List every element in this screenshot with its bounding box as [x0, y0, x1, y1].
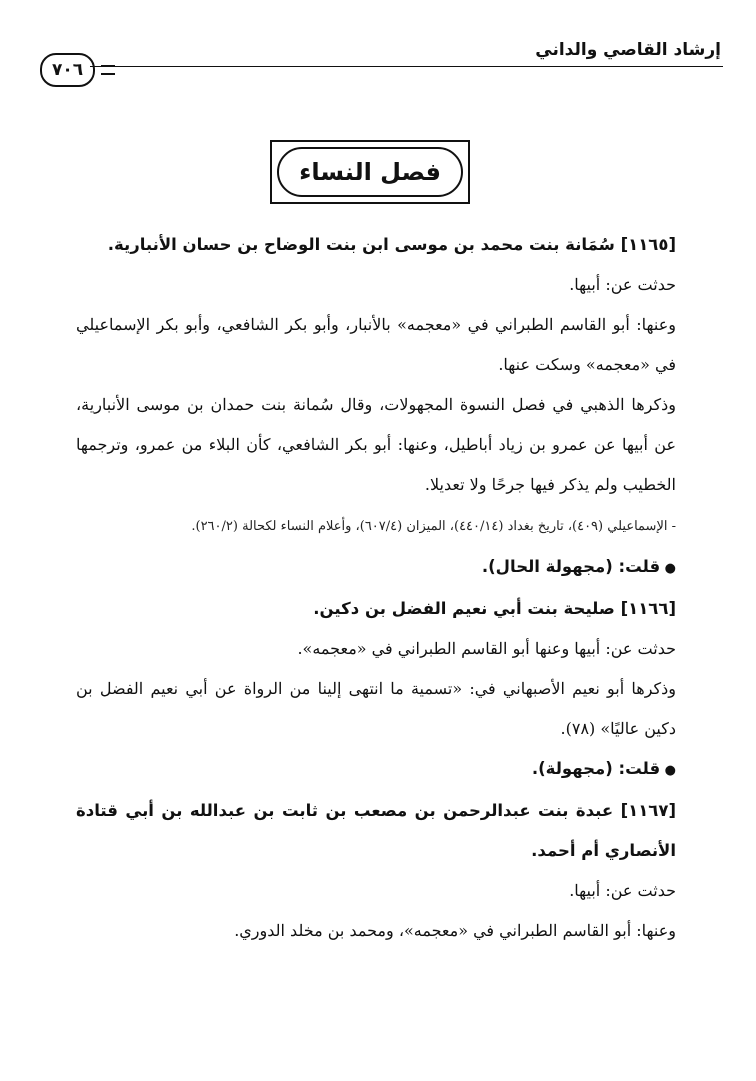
footnote: - الإسماعيلي (٤٠٩)، تاريخ بغداد (٤٤٠/١٤)، الميزان (٦٠٧/٤)، وأعلام النساء لكحالة (٢٦٠/٢). [191, 519, 676, 534]
chapter-heading-frame [270, 140, 470, 204]
main-text [76, 225, 676, 951]
page-number: ٧٠٦ [40, 53, 95, 87]
paragraph: وذكرها أبو نعيم الأصبهاني في: «تسمية ما انتهى إلينا من الرواة عن أبي نعيم الفضل بن دكين عاليًا» (٧٨). [76, 679, 676, 738]
chapter-title: فصل النساء [277, 147, 463, 197]
paragraph: وعنها: أبو القاسم الطبراني في «معجمه»، ومحمد بن مخلد الدوري. [234, 921, 676, 940]
entry-heading: [١١٦٧] عبدة بنت عبدالرحمن بن مصعب بن ثابت بن عبدالله بن أبي قتادة الأنصاري أم أحمد. [76, 801, 676, 860]
paragraph: وذكرها الذهبي في فصل النسوة المجهولات، وقال سُمانة بنت حمدان بن موسى الأنبارية، عن أبيها عن عمرو بن زياد أباطيل، وعنها: أبو بكر الشافعي، كأن البلاء من عمرو، وترجمها الخطيب ولم يذكر فيها جرحًا ولا تعديلا. [76, 395, 676, 494]
header-rule [90, 66, 723, 67]
page-number-badge [40, 50, 115, 90]
verdict: ● قلت: (مجهولة الحال). [76, 547, 676, 589]
running-header-title: إرشاد القاصي والداني [535, 40, 721, 60]
entry-heading: [١١٦٥] سُمَانة بنت محمد بن موسى ابن بنت الوضاح بن حسان الأنبارية. [107, 235, 676, 254]
paragraph: حدثت عن: أبيها. [569, 275, 676, 294]
paragraph: وعنها: أبو القاسم الطبراني في «معجمه» بالأنبار، وأبو بكر الشافعي، وأبو بكر الإسماعيلي في «معجمه» وسكت عنها. [76, 315, 676, 374]
double-rule-ornament [101, 65, 115, 75]
verdict: ● قلت: (مجهولة). [76, 749, 676, 791]
paragraph: حدثت عن: أبيها وعنها أبو القاسم الطبراني في «معجمه». [297, 639, 676, 658]
entry-heading: [١١٦٦] صليحة بنت أبي نعيم الفضل بن دكين. [313, 599, 676, 618]
paragraph: حدثت عن: أبيها. [569, 881, 676, 900]
